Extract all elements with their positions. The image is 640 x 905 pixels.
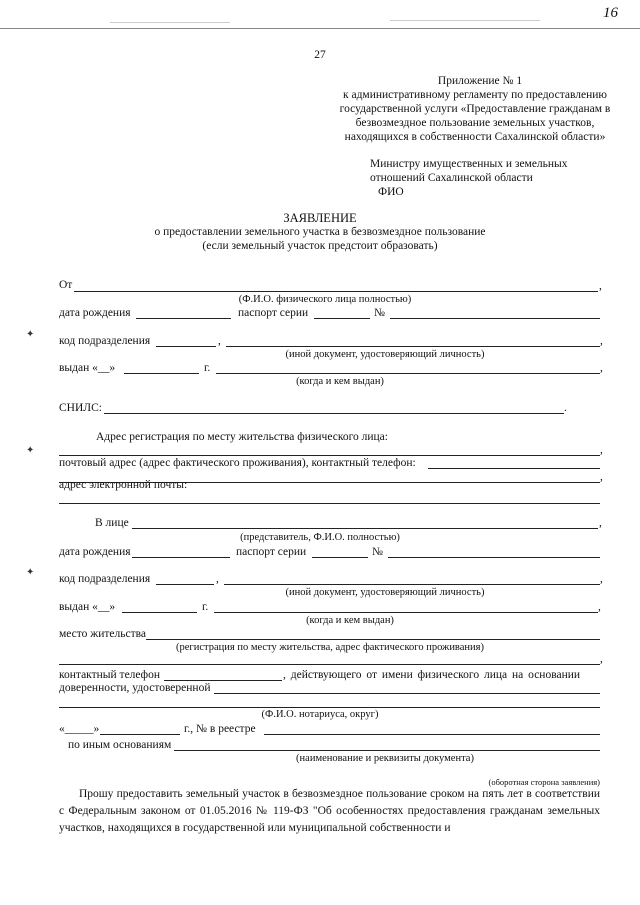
comma: , bbox=[600, 362, 603, 374]
registry-date-field[interactable] bbox=[100, 734, 180, 735]
appendix-line: государственной услуги «Предоставление гражданам в bbox=[339, 103, 611, 115]
page-number: 27 bbox=[314, 49, 326, 61]
other-grounds-label: по иным основаниям bbox=[68, 739, 172, 751]
applicant-fio-field[interactable] bbox=[74, 291, 598, 292]
rep-issued-date-field[interactable] bbox=[122, 612, 197, 613]
division-code-label: код подразделения bbox=[59, 335, 151, 347]
addressee-line: отношений Сахалинской области bbox=[370, 172, 533, 184]
power-of-attorney-field[interactable] bbox=[214, 693, 600, 694]
residence-hint: (регистрация по месту жительства, адрес фактического проживания) bbox=[176, 642, 484, 653]
snils-field[interactable] bbox=[104, 413, 564, 414]
appendix-line: находящихся в собственности Сахалинской области» bbox=[344, 131, 606, 143]
comma: , bbox=[598, 601, 601, 613]
rep-phone-label: контактный телефон bbox=[59, 669, 161, 681]
email-field[interactable] bbox=[59, 503, 600, 504]
rep-passport-series-label: паспорт серии bbox=[236, 546, 307, 558]
fio-hint: (Ф.И.О. физического лица полностью) bbox=[238, 294, 412, 305]
comma: , bbox=[600, 335, 603, 347]
rep-other-doc-hint: (иной документ, удостоверяющий личность) bbox=[285, 587, 485, 598]
rep-passport-number-field[interactable] bbox=[388, 557, 600, 558]
comma: , bbox=[218, 335, 221, 347]
request-text: Прошу предоставить земельный участок в безвозмездное пользование сроком на пять лет в соответствии с Федеральным законом от 01.05.2016 № 119-ФЗ "Об особенностях предоставления гражданам земельных участков, находящихся в государственной или муниципальной собственности и bbox=[59, 788, 600, 834]
scan-mark: ✦ bbox=[26, 329, 35, 340]
passport-number-label: № bbox=[374, 307, 385, 319]
document-subtitle: (если земельный участок предстоит образовать) bbox=[202, 240, 438, 252]
registry-number-field[interactable] bbox=[264, 734, 600, 735]
rep-division-code-label: код подразделения bbox=[59, 573, 151, 585]
other-grounds-field[interactable] bbox=[174, 750, 600, 751]
issued-by-field[interactable] bbox=[216, 373, 600, 374]
rep-passport-number-label: № bbox=[372, 546, 383, 558]
appendix-line: безвозмездное пользование земельных участков, bbox=[355, 117, 595, 129]
year-label: г. bbox=[204, 362, 211, 374]
scan-top-edge bbox=[0, 28, 640, 29]
rep-birth-date-label: дата рождения bbox=[59, 546, 131, 558]
comma: , bbox=[600, 653, 603, 665]
handwritten-page-number: 16 bbox=[603, 5, 618, 21]
rep-issued-label: выдан «__» bbox=[59, 601, 116, 613]
scan-mark: ✦ bbox=[26, 445, 35, 456]
scan-artifact bbox=[390, 20, 540, 21]
birth-date-field[interactable] bbox=[136, 318, 231, 319]
rep-issued-by-field[interactable] bbox=[214, 612, 598, 613]
comma: , bbox=[600, 573, 603, 585]
issued-label: выдан «__» bbox=[59, 362, 116, 374]
postal-address-label: почтовый адрес (адрес фактического проживания), контактный телефон: bbox=[59, 457, 416, 469]
rep-passport-series-field[interactable] bbox=[312, 557, 368, 558]
issued-hint: (когда и кем выдан) bbox=[296, 376, 384, 387]
appendix-title: Приложение № 1 bbox=[437, 75, 523, 87]
passport-series-label: паспорт серии bbox=[238, 307, 309, 319]
reg-address-label: Адрес регистрация по месту жительства физического лица: bbox=[96, 431, 388, 443]
notary-hint: (Ф.И.О. нотариуса, округ) bbox=[261, 709, 379, 720]
issued-date-field[interactable] bbox=[124, 373, 199, 374]
scan-artifact bbox=[110, 22, 230, 23]
comma: , bbox=[600, 471, 603, 483]
comma: , bbox=[600, 444, 603, 456]
document-subtitle: о предоставлении земельного участка в безвозмездное пользование bbox=[154, 226, 486, 238]
registry-label: г., № в реестре bbox=[184, 723, 256, 735]
rep-hint: (представитель, Ф.И.О. полностью) bbox=[240, 532, 400, 543]
rep-birth-date-field[interactable] bbox=[132, 557, 230, 558]
acting-label: , действующего от имени физического лица на основании bbox=[283, 669, 581, 681]
in-person-label: В лице bbox=[95, 517, 129, 529]
power-of-attorney-label: доверенности, удостоверенной bbox=[59, 682, 211, 694]
comma: , bbox=[216, 573, 219, 585]
rep-issued-hint: (когда и кем выдан) bbox=[306, 615, 394, 626]
document-title: ЗАЯВЛЕНИЕ bbox=[283, 211, 357, 225]
addressee-fio: ФИО bbox=[378, 186, 404, 198]
birth-date-label: дата рождения bbox=[59, 307, 131, 319]
residence-field[interactable] bbox=[146, 639, 600, 640]
appendix-line: к административному регламенту по предоставлению bbox=[343, 89, 607, 101]
other-doc-hint: (иной документ, удостоверяющий личность) bbox=[285, 349, 485, 360]
comma: , bbox=[599, 280, 602, 292]
rep-other-doc-field[interactable] bbox=[224, 584, 600, 585]
from-label: От bbox=[59, 279, 73, 291]
postal-address-field[interactable] bbox=[428, 468, 600, 469]
period: . bbox=[564, 402, 567, 414]
registry-date-label: «_____» bbox=[59, 723, 100, 735]
residence-label: место жительства bbox=[59, 628, 146, 640]
passport-series-field[interactable] bbox=[314, 318, 370, 319]
rep-division-code-field[interactable] bbox=[156, 584, 214, 585]
passport-number-field[interactable] bbox=[390, 318, 600, 319]
reverse-note: (оборотная сторона заявления) bbox=[488, 777, 600, 787]
snils-label: СНИЛС: bbox=[59, 402, 102, 414]
doc-hint: (наименование и реквизиты документа) bbox=[296, 753, 474, 764]
residence-field-2[interactable] bbox=[59, 664, 600, 665]
addressee-line: Министру имущественных и земельных bbox=[370, 158, 568, 170]
comma: , bbox=[599, 517, 602, 529]
representative-fio-field[interactable] bbox=[132, 528, 598, 529]
division-code-field[interactable] bbox=[156, 346, 216, 347]
email-label: адрес электронной почты: bbox=[59, 479, 188, 491]
scan-mark: ✦ bbox=[26, 567, 35, 578]
rep-year-label: г. bbox=[202, 601, 209, 613]
other-doc-field[interactable] bbox=[226, 346, 600, 347]
